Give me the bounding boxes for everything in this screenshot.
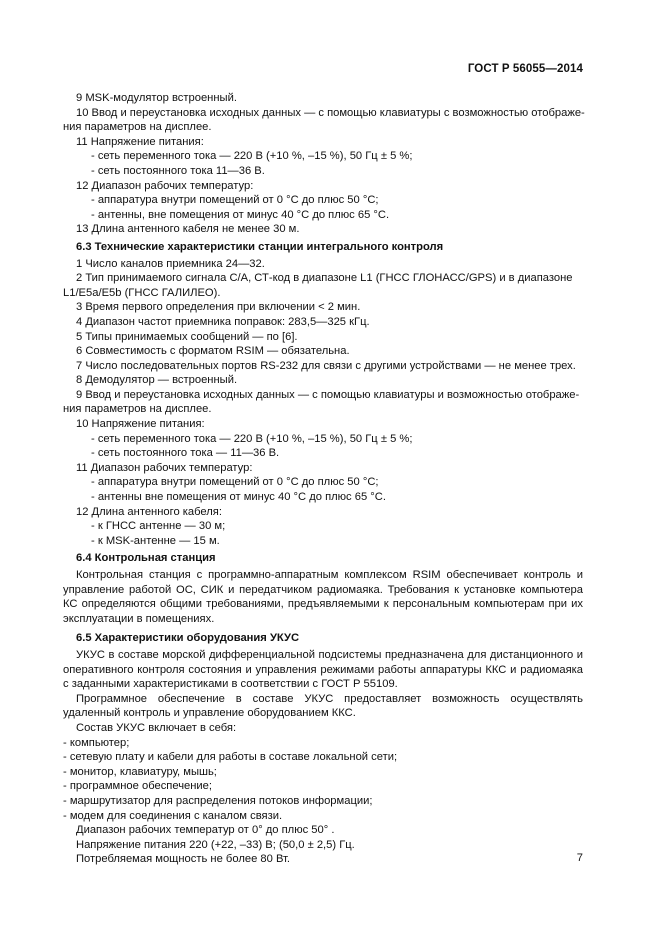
station-spec-item-line: L1/E5a/E5b (ГНСС ГАЛИЛЕО).	[63, 286, 221, 299]
ukus-component-item: - маршрутизатор для распределения потоков информации;	[63, 794, 373, 807]
ukus-component-item: - модем для соединения с каналом связи.	[63, 809, 283, 822]
station-spec-item-line: 4 Диапазон частот приемника поправок: 283,5—325 кГц.	[76, 315, 370, 328]
station-spec-item-line: 1 Число каналов приемника 24—32.	[76, 257, 265, 270]
document-id: ГОСТ Р 56055—2014	[467, 63, 583, 75]
page-number: 7	[576, 852, 583, 864]
ukus-spec-line: Потребляемая мощность не более 80 Вт.	[76, 853, 291, 866]
ukus-component-item: - компьютер;	[63, 736, 130, 749]
section-6-4-paragraph: Контрольная станция с программно-аппаратным комплексом RSIM обеспечивает контроль и управление работой ОС, СИК и передатчиком радиомаяка. Требования к установке компьютера КС определяются общими требованиями, предъявляемыми к персональным компьютерам при их эксплуатации в помещениях.	[63, 569, 583, 625]
spec-item-line: - сеть постоянного тока 11—36 В.	[91, 164, 265, 177]
station-spec-item-line: - антенны вне помещения от минус 40 °С до плюс 65 °С.	[91, 491, 386, 504]
spec-item-line: 12 Диапазон рабочих температур:	[76, 179, 254, 192]
ukus-component-item: - сетевую плату и кабели для работы в составе локальной сети;	[63, 751, 398, 764]
section-6-2-tail	[63, 91, 585, 237]
ukus-component-item: - монитор, клавиатуру, мышь;	[63, 765, 217, 778]
station-spec-item-line: 11 Диапазон рабочих температур:	[76, 461, 253, 474]
section-6-5-list-intro: Состав УКУС включает в себя:	[76, 721, 237, 734]
section-6-5-tail	[76, 823, 583, 867]
spec-item-line: 11 Напряжение питания:	[76, 135, 204, 148]
station-spec-item-line: ния параметров на дисплее.	[63, 403, 212, 416]
section-6-5-heading: 6.5 Характеристики оборудования УКУС	[76, 632, 300, 645]
section-6-4-heading: 6.4 Контрольная станция	[76, 552, 216, 565]
station-spec-item-line: 6 Совместимость с форматом RSIM — обязательна.	[76, 345, 350, 358]
section-6-5-paragraph-2: Программное обеспечение в составе УКУС предоставляет возможность осуществлять удаленный контроль и управление оборудованием ККС.	[63, 692, 583, 720]
spec-item-line: 9 MSK-модулятор встроенный.	[76, 92, 237, 104]
station-spec-item-line: 7 Число последовательных портов RS-232 для связи с другими устройствами — не менее трех.	[76, 359, 576, 372]
station-spec-item-line: - сеть переменного тока — 220 В (+10 %, –15 %), 50 Гц ± 5 %;	[91, 432, 413, 445]
station-spec-item-line: 10 Напряжение питания:	[76, 418, 205, 431]
page-body	[63, 91, 585, 867]
spec-item-line: 10 Ввод и переустановка исходных данных — с помощью клавиатуры с возможностью отображе-	[76, 106, 585, 119]
station-spec-item-line: 3 Время первого определения при включении < 2 мин.	[76, 301, 361, 314]
station-spec-item-line: 8 Демодулятор — встроенный.	[76, 374, 238, 387]
station-spec-item-line: 9 Ввод и переустановка исходных данных — с помощью клавиатуры и возможностью отображе-	[76, 388, 580, 401]
ukus-component-item: - программное обеспечение;	[63, 780, 213, 793]
station-spec-item-line: - аппаратура внутри помещений от 0 °С до плюс 50 °С;	[91, 476, 379, 489]
spec-item-line: 13 Длина антенного кабеля не менее 30 м.	[76, 223, 300, 236]
station-spec-item-line: - сеть постоянного тока — 11—36 В.	[91, 447, 280, 460]
station-spec-item-line: 2 Тип принимаемого сигнала С/А, СТ-код в диапазоне L1 (ГНСС ГЛОНАСС/GPS) и в диапазоне	[76, 272, 573, 285]
spec-item-line: - аппаратура внутри помещений от 0 °С до плюс 50 °С;	[91, 194, 379, 207]
section-6-3-heading: 6.3 Технические характеристики станции интегрального контроля	[76, 240, 444, 253]
section-6-5-list	[63, 736, 583, 824]
spec-item-line: ния параметров на дисплее.	[63, 121, 212, 134]
ukus-spec-line: Напряжение питания 220 (+22, –33) В; (50,0 ± 2,5) Гц.	[76, 838, 355, 851]
station-spec-item-line: - к MSK-антенне — 15 м.	[91, 534, 220, 547]
ukus-spec-line: Диапазон рабочих температур от 0° до плюс 50° .	[76, 824, 335, 837]
section-6-3-list	[63, 257, 583, 549]
station-spec-item-line: 12 Длина антенного кабеля:	[76, 505, 222, 518]
station-spec-item-line: 5 Типы принимаемых сообщений — по [6].	[76, 330, 298, 343]
spec-item-line: - антенны, вне помещения от минус 40 °С до плюс 65 °С.	[91, 208, 390, 221]
section-6-5-paragraph-1: УКУС в составе морской дифференциальной подсистемы предназначена для дистанционного и оперативного контроля состояния и управления режимами работы аппаратуры ККС и радиомаяка с заданными характеристиками в соответствии с ГОСТ Р 55109.	[63, 648, 583, 691]
station-spec-item-line: - к ГНСС антенне — 30 м;	[91, 520, 226, 533]
spec-item-line: - сеть переменного тока — 220 В (+10 %, –15 %), 50 Гц ± 5 %;	[91, 150, 413, 163]
